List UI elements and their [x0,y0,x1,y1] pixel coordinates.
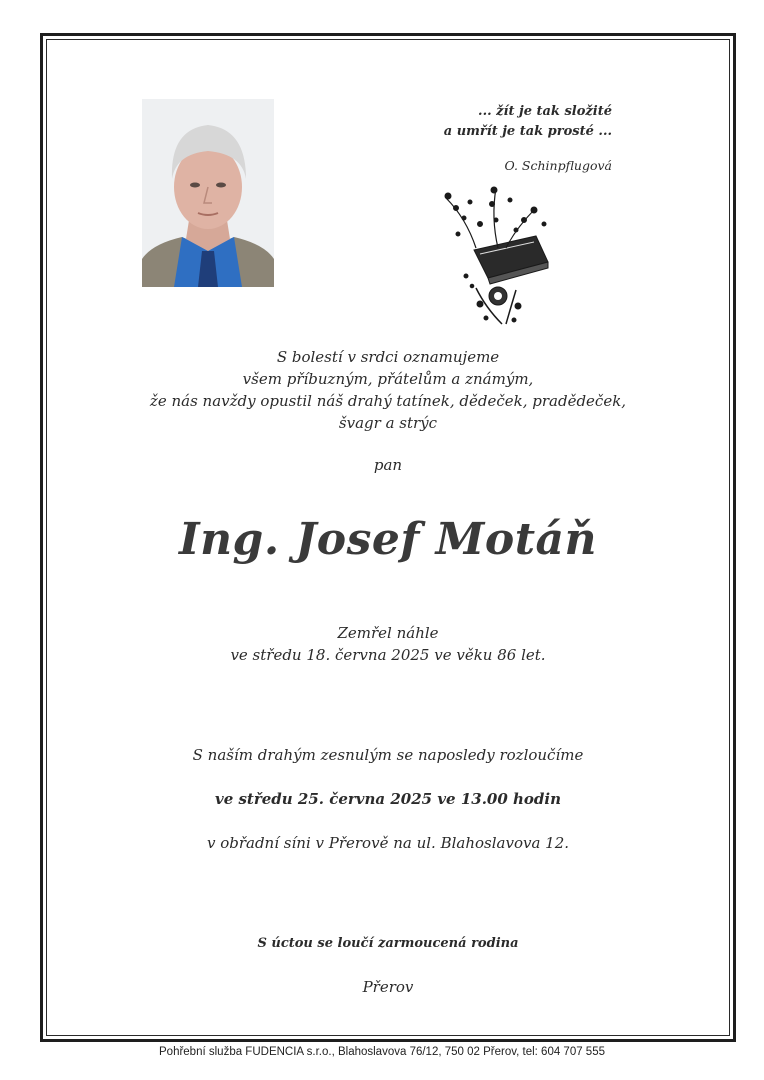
quote-line-2: a umřít je tak prosté ... [443,124,612,139]
honorific: pan [373,456,403,474]
announcement-text [46,346,730,434]
announcement-line: S bolestí v srdci oznamujeme [276,348,500,366]
death-details [46,622,730,666]
death-line-1: Zemřel náhle [337,624,439,642]
announcement-line: švagr a strýc [338,414,438,432]
portrait-photo [142,99,274,287]
farewell-intro: S naším drahým zesnulým se naposledy rozloučíme [192,746,584,764]
farewell-location: v obřadní síni v Přerově na ul. Blahoslavova 12. [206,834,570,852]
announcement-line: všem příbuzným, přátelům a známým, [242,370,534,388]
family-signature: S úctou se loučí zarmoucená rodina [257,936,519,951]
quote-author: O. Schinpflugová [504,158,612,173]
city: Přerov [362,978,414,996]
epigraph-quote [312,102,612,176]
death-line-2: ve středu 18. června 2025 ve věku 86 let. [230,646,546,664]
quote-line-1: ... žít je tak složité [478,104,612,119]
book-flowers-ornament [436,178,556,326]
funeral-service-footer: Pohřební služba FUDENCIA s.r.o., Blahoslavova 76/12, 750 02 Přerov, tel: 604 707 555 [159,1046,605,1058]
announcement-line: že nás navždy opustil náš drahý tatínek, dědeček, pradědeček, [149,392,627,410]
farewell-datetime: ve středu 25. června 2025 ve 13.00 hodin [214,790,562,808]
deceased-name: Ing. Josef Motáň [178,514,598,565]
